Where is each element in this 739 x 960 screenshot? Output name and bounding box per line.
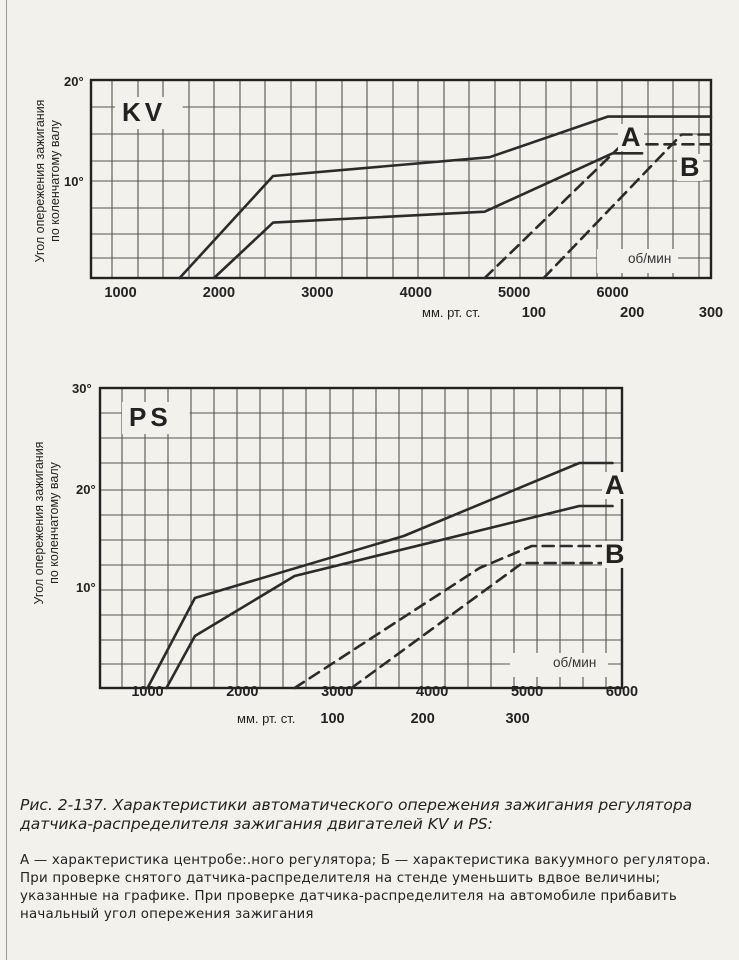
x-tick-vacuum-label: 300 <box>505 711 530 727</box>
x-tick-vacuum-label: 100 <box>320 711 345 727</box>
chart-ps <box>72 381 638 727</box>
rpm-unit-label: об/мин <box>553 655 597 670</box>
series-line-a-solid <box>214 153 642 278</box>
figure-caption-body: А — характеристика центробе:.ного регулятора; Б — характеристика вакуумного регулятора. При проверке снятого датчика-распределителя на стенде уменьшить вдвое величины; указанные на графике. При проверке датчика-распределителя на автомобиле прибавить начальный угол опережения зажигания <box>20 853 711 922</box>
x-tick-vacuum-label: 300 <box>698 305 724 321</box>
x-tick-rpm-label: 2000 <box>226 684 259 700</box>
x-tick-rpm-label: 6000 <box>605 684 639 700</box>
chart-kv-ylabel-line1: Угол опережения зажигания <box>33 99 47 263</box>
x-tick-rpm-label: 5000 <box>510 684 544 700</box>
y-tick-label: 20° <box>64 74 84 89</box>
x-tick-rpm-label: 6000 <box>596 285 629 301</box>
vacuum-unit-label: мм. рт. ст. <box>237 711 296 726</box>
chart-kv-ylabel-line2: по коленчатому валу <box>48 120 62 242</box>
x-tick-rpm-label: 2000 <box>202 285 236 301</box>
curve-label-a: A <box>605 470 625 500</box>
chart-ps-ylabel <box>32 373 62 673</box>
x-tick-rpm-label: 4000 <box>399 285 432 301</box>
y-tick-label: 20° <box>76 482 96 497</box>
x-tick-rpm-label: 1000 <box>131 684 164 700</box>
plot-frame <box>91 80 711 278</box>
x-tick-rpm-label: 3000 <box>321 684 354 700</box>
chart-title: PS <box>129 402 172 432</box>
figure-caption-title: Рис. 2-137. Характеристики автоматического опережения зажигания регулятора датчика-распределителя зажигания двигателей KV и PS: <box>20 796 693 833</box>
x-tick-vacuum-label: 100 <box>521 305 546 321</box>
x-tick-rpm-label: 4000 <box>416 684 449 700</box>
y-tick-label: 30° <box>72 381 92 396</box>
curve-label-b: B <box>605 539 625 569</box>
chart-kv <box>64 74 723 321</box>
x-tick-vacuum-label: 200 <box>620 305 645 321</box>
curve-label-a: A <box>621 122 641 152</box>
y-tick-label: 10° <box>64 174 84 189</box>
chart-kv-ylabel <box>33 31 63 331</box>
chart-ps-ylabel-line1: Угол опережения зажигания <box>32 441 46 605</box>
curve-label-b: B <box>680 152 700 182</box>
x-tick-vacuum-label: 200 <box>410 711 435 727</box>
chart-ps-ylabel-line2: по коленчатому валу <box>47 462 61 584</box>
x-tick-rpm-label: 3000 <box>301 285 334 301</box>
rpm-unit-label: об/мин <box>628 251 672 266</box>
chart-title: KV <box>122 97 167 127</box>
vacuum-unit-label: мм. рт. ст. <box>422 305 481 320</box>
y-tick-label: 10° <box>76 580 96 595</box>
x-tick-rpm-label: 1000 <box>104 285 137 301</box>
x-tick-rpm-label: 5000 <box>498 285 531 301</box>
